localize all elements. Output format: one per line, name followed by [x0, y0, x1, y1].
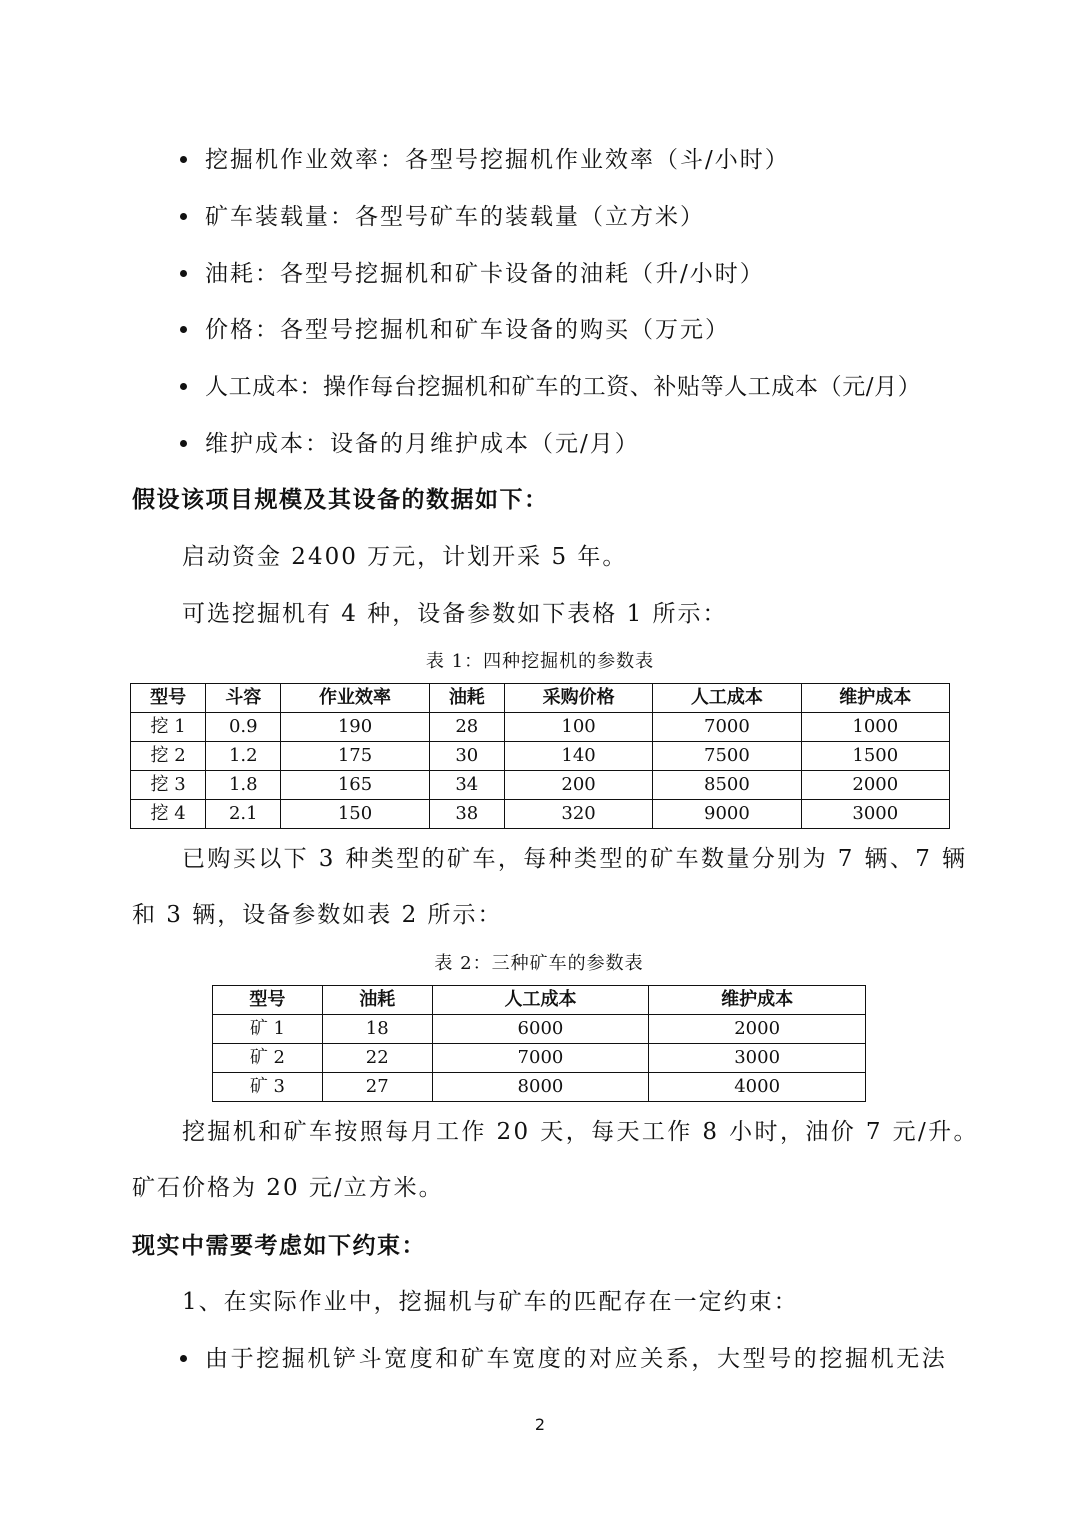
table-cell: 3000 [801, 800, 949, 829]
col-header: 油耗 [429, 684, 504, 713]
page-number: 2 [534, 1415, 546, 1434]
truck-table [212, 985, 866, 1102]
table-cell: 2000 [801, 771, 949, 800]
table-cell: 27 [322, 1073, 432, 1102]
paragraph-trucks-cont: 和 3 辆，设备参数如表 2 所示： [132, 902, 503, 928]
table-cell: 矿 3 [213, 1073, 323, 1102]
col-header: 人工成本 [432, 986, 649, 1015]
table-cell: 2000 [649, 1015, 866, 1044]
bullet-dot [180, 440, 187, 447]
table-cell: 3000 [649, 1044, 866, 1073]
table1-caption: 表 1：四种挖掘机的参数表 [425, 651, 655, 672]
table-cell: 140 [504, 742, 652, 771]
table-cell: 7500 [653, 742, 801, 771]
table-cell: 150 [281, 800, 429, 829]
paragraph-trucks: 已购买以下 3 种类型的矿车，每种类型的矿车数量分别为 7 辆、7 辆 [182, 846, 968, 872]
table-cell: 矿 2 [213, 1044, 323, 1073]
table-cell: 7000 [653, 713, 801, 742]
bullet-dot [180, 156, 187, 163]
table-cell: 200 [504, 771, 652, 800]
table-cell: 100 [504, 713, 652, 742]
bullet-item: 挖掘机作业效率：各型号挖掘机作业效率（斗/小时） [205, 147, 790, 173]
table-row [131, 713, 950, 742]
table-cell: 30 [429, 742, 504, 771]
table-cell: 1000 [801, 713, 949, 742]
table-cell: 1500 [801, 742, 949, 771]
table-cell: 挖 4 [131, 800, 206, 829]
col-header: 型号 [131, 684, 206, 713]
bullet-dot [180, 1355, 187, 1362]
table-cell: 挖 1 [131, 713, 206, 742]
bullet-dot [180, 213, 187, 220]
table-cell: 6000 [432, 1015, 649, 1044]
table-cell: 34 [429, 771, 504, 800]
table-cell: 矿 1 [213, 1015, 323, 1044]
table-cell: 挖 2 [131, 742, 206, 771]
bullet-item: 价格：各型号挖掘机和矿车设备的购买（万元） [205, 317, 730, 343]
table-row [213, 1015, 866, 1044]
table-header-row [131, 684, 950, 713]
col-header: 人工成本 [653, 684, 801, 713]
paragraph-excavators: 可选挖掘机有 4 种，设备参数如下表格 1 所示： [182, 601, 728, 627]
bullet-item: 矿车装载量：各型号矿车的装载量（立方米） [205, 204, 705, 230]
table-cell: 0.9 [206, 713, 281, 742]
paragraph-funds: 启动资金 2400 万元，计划开采 5 年。 [182, 544, 628, 570]
table-cell: 190 [281, 713, 429, 742]
table2-caption: 表 2：三种矿车的参数表 [434, 953, 644, 974]
bullet-dot [180, 326, 187, 333]
table-cell: 320 [504, 800, 652, 829]
table-cell: 175 [281, 742, 429, 771]
table-row [131, 742, 950, 771]
table-row [213, 1073, 866, 1102]
paragraph-work-schedule: 挖掘机和矿车按照每月工作 20 天，每天工作 8 小时，油价 7 元/升。 [182, 1119, 979, 1145]
constraint-item-1: 1、在实际作业中，挖掘机与矿车的匹配存在一定约束： [182, 1289, 799, 1315]
table-cell: 7000 [432, 1044, 649, 1073]
bullet-dot [180, 270, 187, 277]
col-header: 油耗 [322, 986, 432, 1015]
table-cell: 4000 [649, 1073, 866, 1102]
table-cell: 28 [429, 713, 504, 742]
col-header: 斗容 [206, 684, 281, 713]
section-heading-constraints: 现实中需要考虑如下约束： [132, 1232, 426, 1259]
table-cell: 2.1 [206, 800, 281, 829]
paragraph-ore-price: 矿石价格为 20 元/立方米。 [132, 1175, 444, 1201]
col-header: 型号 [213, 986, 323, 1015]
table-cell: 38 [429, 800, 504, 829]
table-cell: 18 [322, 1015, 432, 1044]
table-cell: 挖 3 [131, 771, 206, 800]
bullet-item: 维护成本：设备的月维护成本（元/月） [205, 431, 640, 457]
section-heading-data: 假设该项目规模及其设备的数据如下： [132, 486, 549, 513]
col-header: 作业效率 [281, 684, 429, 713]
bullet-item: 油耗：各型号挖掘机和矿卡设备的油耗（升/小时） [205, 261, 765, 287]
table-cell: 8000 [432, 1073, 649, 1102]
col-header: 维护成本 [801, 684, 949, 713]
bullet-dot [180, 383, 187, 390]
table-cell: 165 [281, 771, 429, 800]
table-cell: 9000 [653, 800, 801, 829]
bullet-item: 人工成本：操作每台挖掘机和矿车的工资、补贴等人工成本（元/月） [205, 374, 922, 400]
col-header: 采购价格 [504, 684, 652, 713]
table-row [131, 771, 950, 800]
table-row [131, 800, 950, 829]
table-cell: 1.2 [206, 742, 281, 771]
table-cell: 8500 [653, 771, 801, 800]
table-row [213, 1044, 866, 1073]
bullet-item: 由于挖掘机铲斗宽度和矿车宽度的对应关系，大型号的挖掘机无法 [205, 1346, 948, 1372]
table-header-row [213, 986, 866, 1015]
table-cell: 22 [322, 1044, 432, 1073]
excavator-table [130, 683, 950, 829]
table-cell: 1.8 [206, 771, 281, 800]
col-header: 维护成本 [649, 986, 866, 1015]
